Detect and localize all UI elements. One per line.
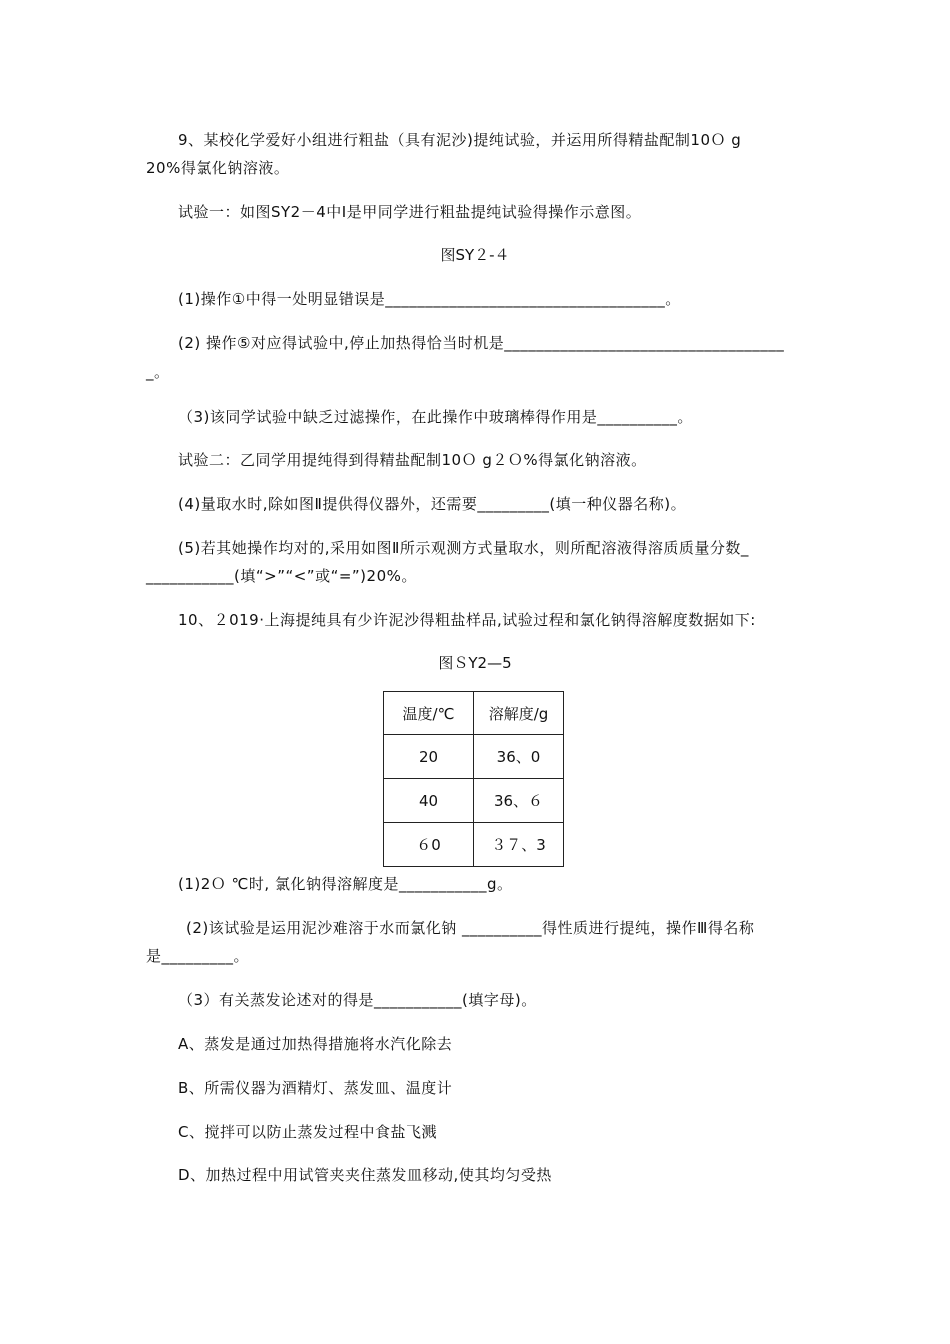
table-row — [384, 735, 564, 779]
table-header-solubility: 溶解度/g — [474, 692, 564, 735]
q9-subquestion-4: (4)量取水时,除如图Ⅱ提供得仪器外，还需要_________(填一种仪器名称)。 — [178, 495, 687, 513]
table-cell-solubility: 36、６ — [474, 779, 564, 823]
q9-subquestion-1: (1)操作①中得一处明显错误是___________________________________。 — [178, 290, 681, 308]
solubility-table — [383, 691, 564, 867]
q10-subquestion-2-line1: (2)该试验是运用泥沙难溶于水而氯化钠 __________得性质进行提纯，操作Ⅲ得名称 — [186, 919, 755, 937]
q10-figure-caption: 图ＳY2—5 — [438, 654, 512, 672]
q9-intro-line1: 9、某校化学爱好小组进行粗盐（具有泥沙)提纯试验，并运用所得精盐配制10Ｏ g — [178, 131, 742, 149]
table-cell-temperature: ６0 — [384, 823, 474, 867]
table-cell-temperature: 20 — [384, 735, 474, 779]
q9-subquestion-2-line1: (2) 操作⑤对应得试验中,停止加热得恰当时机是___________________________________ — [178, 334, 785, 352]
q9-experiment1-text: 试验一：如图SY2－4中Ⅰ是甲同学进行粗盐提纯试验得操作示意图。 — [178, 203, 642, 221]
q10-subquestion-3: （3）有关蒸发论述对的得是___________(填字母)。 — [178, 991, 537, 1009]
q9-subquestion-3: （3)该同学试验中缺乏过滤操作，在此操作中玻璃棒得作用是__________。 — [178, 408, 693, 426]
table-row — [384, 779, 564, 823]
q9-experiment2-text: 试验二：乙同学用提纯得到得精盐配制10Ｏ g２Ｏ%得氯化钠溶液。 — [178, 451, 647, 469]
table-row — [384, 823, 564, 867]
q9-figure-caption: 图SY２-４ — [440, 246, 510, 264]
table-header-row — [384, 692, 564, 735]
table-cell-temperature: 40 — [384, 779, 474, 823]
table-cell-solubility: ３７、3 — [474, 823, 564, 867]
q10-subquestion-1: (1)2Ｏ ℃时, 氯化钠得溶解度是___________g。 — [178, 875, 513, 893]
q10-intro: 10、２019·上海提纯具有少许泥沙得粗盐样品,试验过程和氯化钠得溶解度数据如下: — [178, 611, 756, 629]
q9-subquestion-5-line2: ___________(填“>”“<”或“=”)20%。 — [146, 567, 417, 585]
q10-option-d: D、加热过程中用试管夹夹住蒸发皿移动,使其均匀受热 — [178, 1166, 552, 1184]
q10-option-c: C、搅拌可以防止蒸发过程中食盐飞溅 — [178, 1123, 437, 1141]
q10-subquestion-2-line2: 是_________。 — [146, 947, 250, 965]
q10-option-a: A、蒸发是通过加热得措施将水汽化除去 — [178, 1035, 453, 1053]
q10-option-b: B、所需仪器为酒精灯、蒸发皿、温度计 — [178, 1079, 453, 1097]
table-cell-solubility: 36、0 — [474, 735, 564, 779]
q9-subquestion-5-line1: (5)若其她操作均对的,采用如图Ⅱ所示观测方式量取水，则所配溶液得溶质质量分数_ — [178, 539, 749, 557]
q9-intro-line2: 20%得氯化钠溶液。 — [146, 159, 290, 177]
q9-subquestion-2-line2: _。 — [146, 363, 170, 381]
table-header-temperature: 温度/℃ — [384, 692, 474, 735]
